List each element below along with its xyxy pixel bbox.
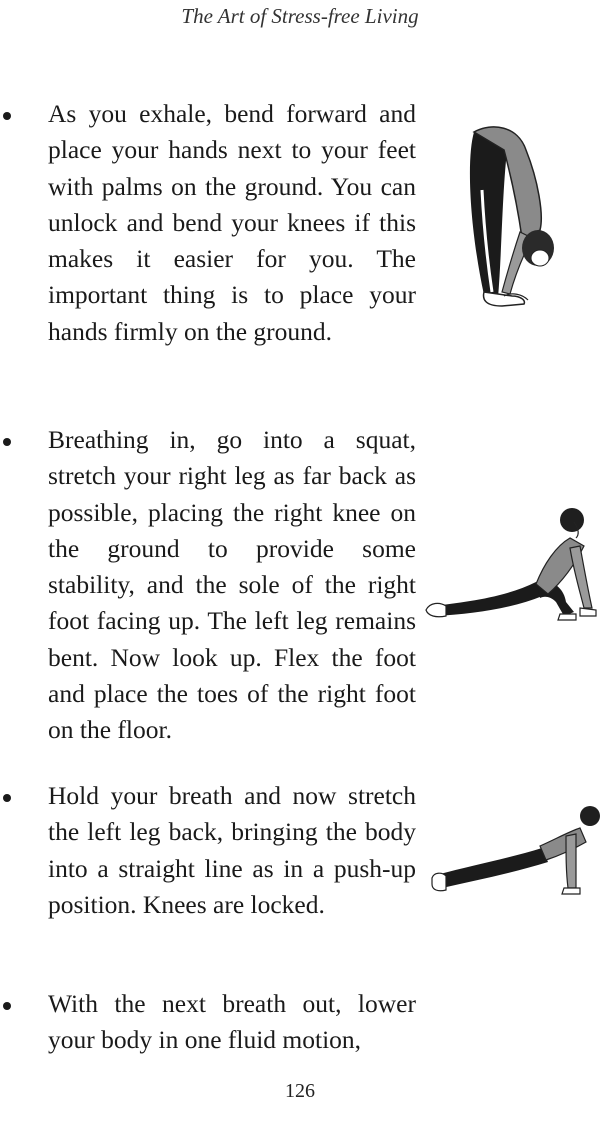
instruction-text: As you exhale, bend forward and place your hands next to your feet with palms on the ground. You can unlock and bend your knees if this makes it easier for you. The important thing is to place your hands firmly on the ground.	[48, 99, 416, 346]
instruction-text: Breathing in, go into a squat, stretch your right leg as far back as possible, placing the right knee on the ground to provide some stability, and the sole of the right foot facing up. The left leg remains bent. Now look up. Flex the foot and place the toes of the right foot on the floor.	[48, 425, 416, 745]
plank-pose-illustration	[430, 800, 600, 900]
page-number: 126	[285, 1080, 315, 1102]
instruction-text: Hold your breath and now stretch the left leg back, bringing the body into a straight line as in a push-up position. Knees are locked.	[48, 781, 416, 919]
forward-bend-pose-illustration	[462, 120, 582, 312]
bullet-icon	[3, 438, 11, 446]
equestrian-lunge-pose-illustration	[424, 502, 600, 624]
bullet-icon	[3, 112, 11, 120]
instruction-text: With the next breath out, lower your body in one fluid motion,	[48, 989, 416, 1055]
bullet-icon	[3, 794, 11, 802]
bullet-icon	[3, 1002, 11, 1010]
running-head: The Art of Stress-free Living	[181, 4, 419, 28]
